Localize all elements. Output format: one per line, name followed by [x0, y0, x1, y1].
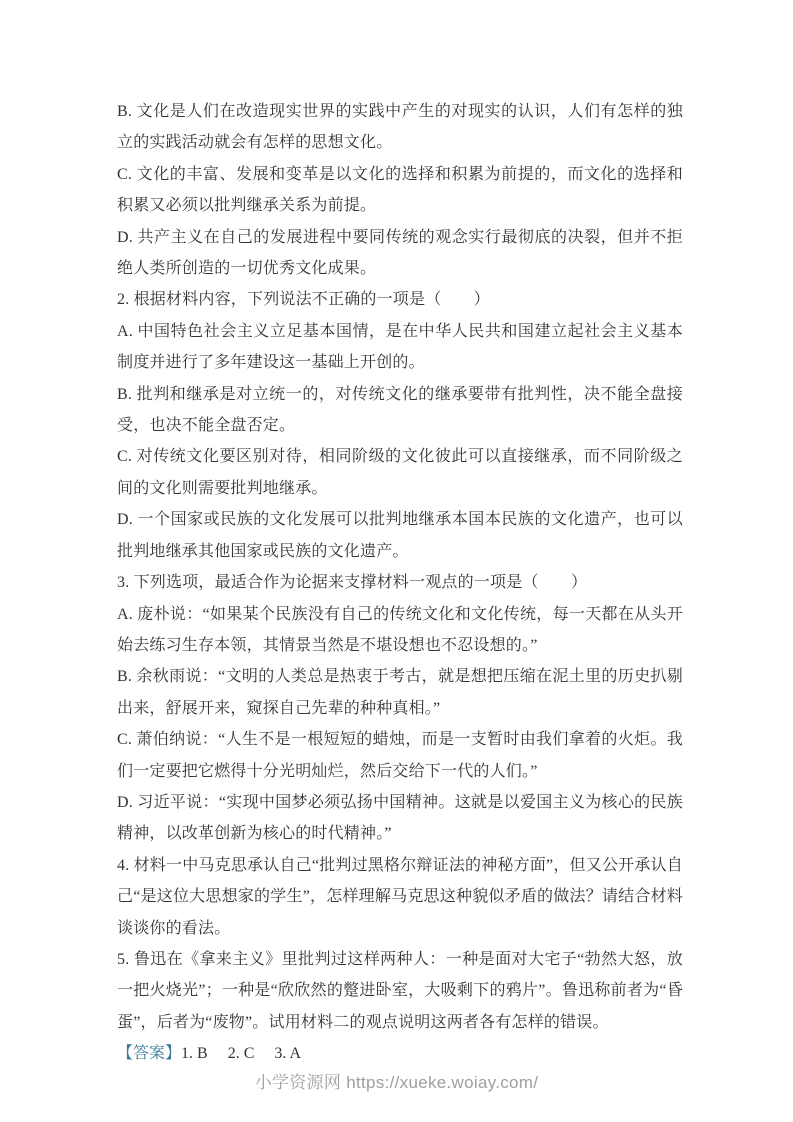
paragraph: C. 对传统文化要区别对待，相同阶级的文化彼此可以直接继承，而不同阶级之间的文化则需要批判地继承。 [117, 448, 683, 497]
answer-line [117, 1038, 683, 1069]
footer-site-name: 小学资源网 [254, 1073, 342, 1092]
paragraph: C. 文化的丰富、发展和变革是以文化的选择和积累为前提的，而文化的选择和积累又必须以批判继承关系为前提。 [117, 165, 683, 215]
paragraph: A. 中国特色社会主义立足基本国情，是在中华人民共和国建立起社会主义基本制度并进行了多年建设这一基础上开创的。 [117, 322, 683, 372]
paragraph: B. 批判和继承是对立统一的，对传统文化的继承要带有批判性，决不能全盘接受，也决不能全盘否定。 [117, 385, 683, 435]
answer-item: 3. A [274, 1045, 302, 1063]
paragraph-list [117, 96, 683, 1038]
paragraph: 3. 下列选项，最适合作为论据来支撑材料一观点的一项是（ ） [117, 574, 588, 592]
answer-items [181, 1045, 321, 1062]
paragraph: D. 共产主义在自己的发展进程中要同传统的观念实行最彻底的决裂，但并不拒绝人类所创造的一切优秀文化成果。 [117, 228, 683, 278]
paragraph: C. 萧伯纳说：“人生不是一根短短的蜡烛，而是一支暂时由我们拿着的火炬。我们一定要把它燃得十分光明灿烂，然后交给下一代的人们。” [117, 731, 683, 780]
page-footer [0, 1068, 793, 1093]
answer-item: 1. B [181, 1045, 208, 1063]
paragraph: 2. 根据材料内容，下列说法不正确的一项是（ ） [117, 291, 491, 309]
paragraph: 5. 鲁迅在《拿来主义》里批判过这样两种人：一种是面对大宅子“勃然大怒，放一把火烧光”；一种是“欣欣然的蹩进卧室，大吸剩下的鸦片”。鲁迅称前者为“昏蛋”，后者为“废物”。试用材料二的观点说明这两者各有怎样的错误。 [117, 950, 683, 1031]
paragraph: D. 习近平说：“实现中国梦必须弘扬中国精神。这就是以爱国主义为核心的民族精神，以改革创新为核心的时代精神。” [117, 793, 683, 843]
paragraph: D. 一个国家或民族的文化发展可以批判地继承本国本民族的文化遗产，也可以批判地继承其他国家或民族的文化遗产。 [117, 511, 683, 560]
answer-label: 【答案】 [117, 1045, 182, 1063]
footer-url: https://xueke.woiay.com/ [346, 1073, 539, 1092]
answer-item: 2. C [227, 1045, 255, 1063]
paragraph: B. 余秋雨说：“文明的人类总是热衷于考古，就是想把压缩在泥土里的历史扒剔出来，舒展开来，窥探自己先辈的种种真相。” [117, 668, 683, 717]
paragraph: B. 文化是人们在改造现实世界的实践中产生的对现实的认识，人们有怎样的独立的实践活动就会有怎样的思想文化。 [117, 103, 683, 152]
paragraph: 4. 材料一中马克思承认自己“批判过黑格尔辩证法的神秘方面”，但又公开承认自己“是这位大思想家的学生”，怎样理解马克思这种貌似矛盾的做法？请结合材料谈谈你的看法。 [117, 856, 683, 937]
paragraph: A. 庞朴说：“如果某个民族没有自己的传统文化和文化传统，每一天都在从头开始去练习生存本领，其情景当然是不堪设想也不忍设想的。” [117, 605, 683, 654]
document-body [117, 96, 683, 1070]
